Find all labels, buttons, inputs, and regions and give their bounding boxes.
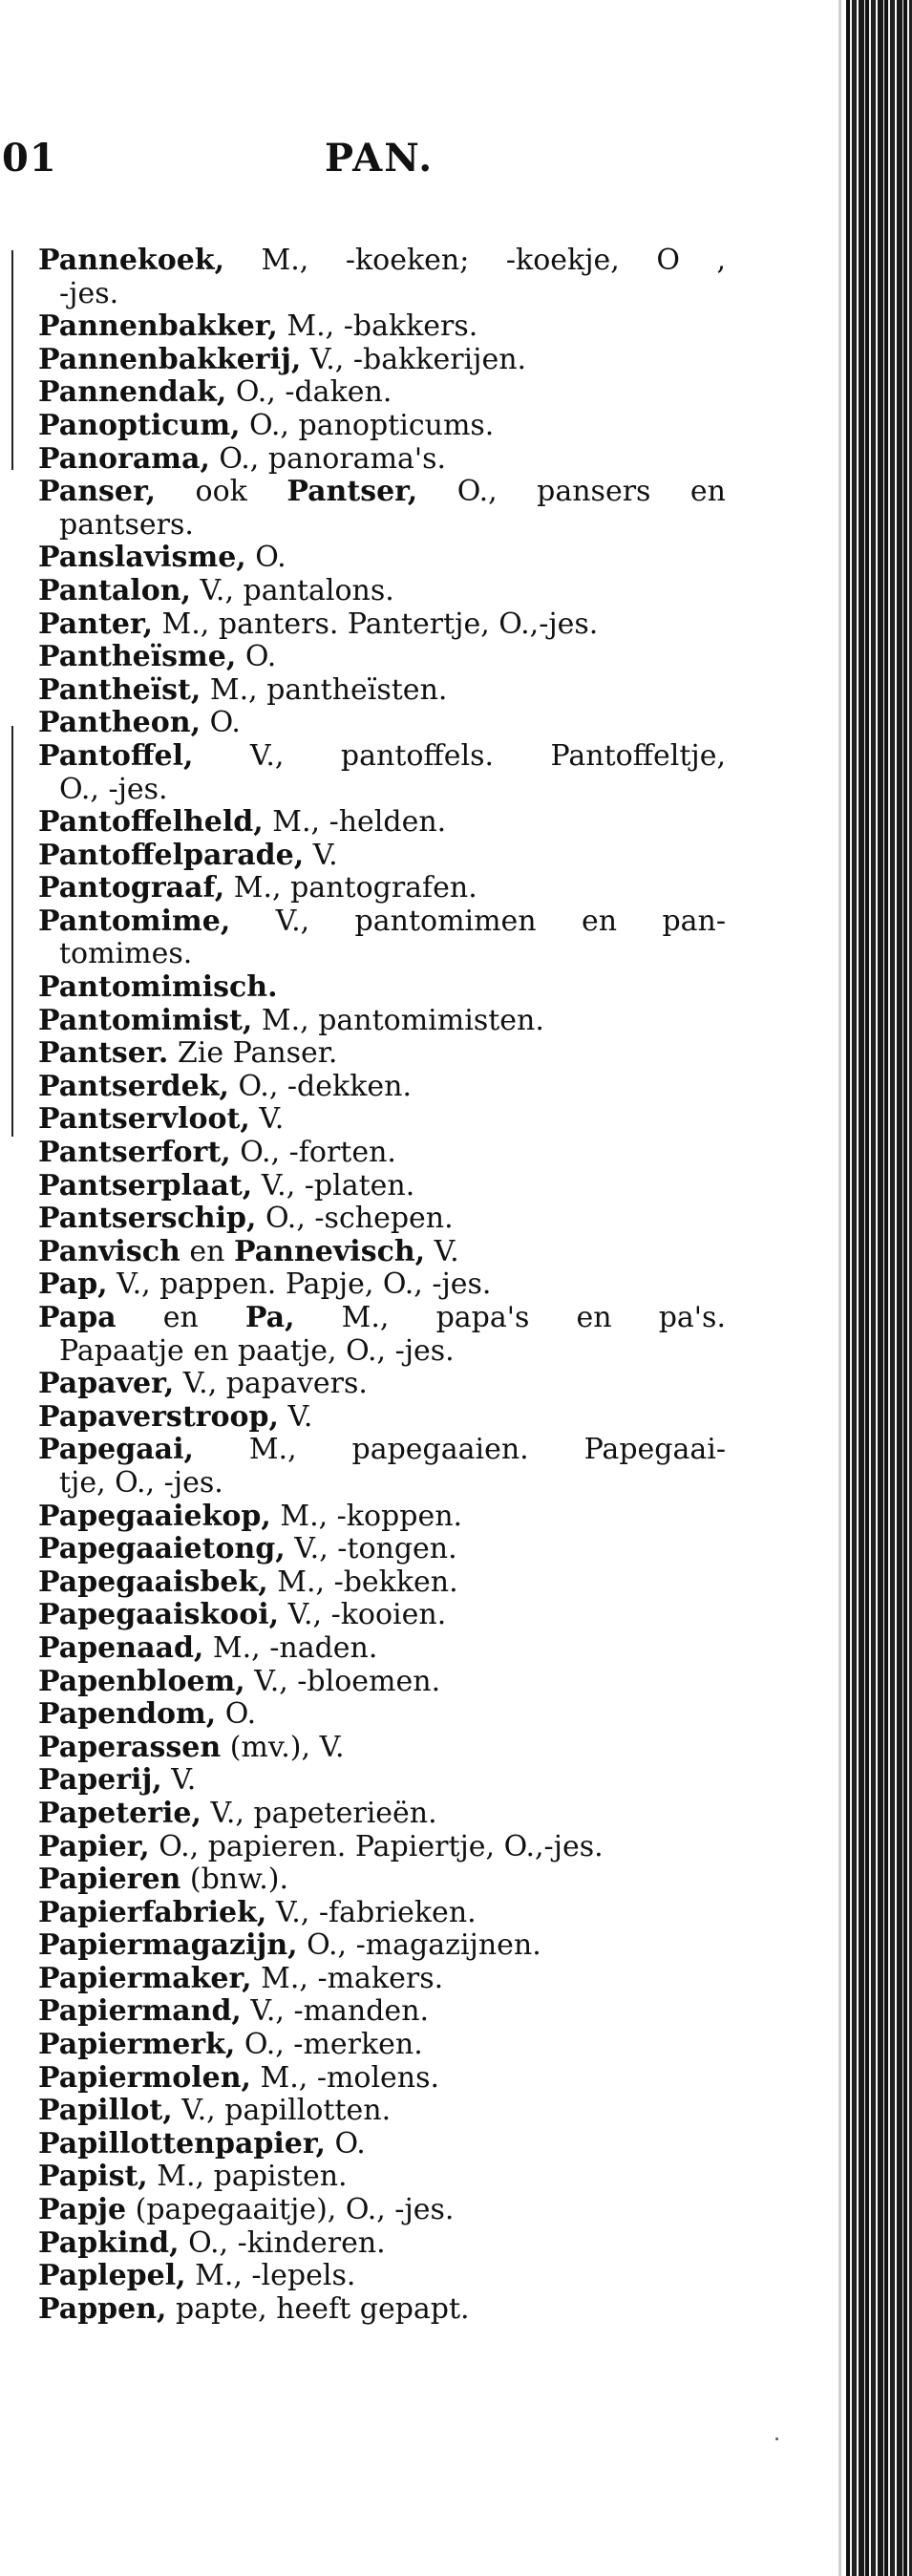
entry-line <box>38 443 726 477</box>
entry-line <box>38 872 726 905</box>
dictionary-entry <box>38 1203 726 1236</box>
definition-text: O. <box>201 706 241 740</box>
dictionary-entry <box>38 1732 726 1765</box>
headword: Panser, <box>38 475 157 509</box>
entry-line <box>38 2062 726 2096</box>
headword: Papegaaietong, <box>38 1532 286 1566</box>
definition-text: O. <box>216 1697 257 1732</box>
entry-line <box>38 1897 726 1930</box>
definition-text: O. <box>325 2126 366 2161</box>
dictionary-entry <box>38 1599 726 1632</box>
headword: Paperij, <box>38 1763 162 1798</box>
dictionary-entry <box>38 2227 726 2261</box>
dictionary-entry-list <box>38 245 726 2326</box>
dictionary-entry <box>38 905 726 971</box>
definition-text: papte, heeft gepapt. <box>166 2291 470 2326</box>
definition-text: V., papeterieën. <box>201 1796 437 1830</box>
entry-line <box>38 1732 726 1765</box>
definition-text: en <box>116 1301 245 1334</box>
definition-text: tje, O., -jes. <box>59 1465 223 1500</box>
entry-line <box>38 674 726 708</box>
headword: Panopticum, <box>38 408 241 442</box>
entry-line <box>38 641 726 674</box>
headword: Pantalon, <box>38 573 191 607</box>
dictionary-entry <box>38 1566 726 1600</box>
dictionary-entry <box>38 840 726 873</box>
headword: Papieren <box>38 1863 181 1897</box>
dictionary-entry <box>38 443 726 477</box>
definition-text: O., papieren. Papiertje, O.,-jes. <box>149 1829 604 1863</box>
dictionary-entry <box>38 740 726 806</box>
headword: Papenaad, <box>38 1630 204 1665</box>
entry-line <box>38 542 726 575</box>
definition-text: M., -helden. <box>263 805 447 840</box>
entry-line <box>38 575 726 608</box>
definition-text: V., papavers. <box>174 1367 368 1401</box>
definition-text: M., pantheïsten. <box>201 672 448 707</box>
entry-continuation-line <box>38 774 726 807</box>
definition-text: V. <box>161 1763 197 1798</box>
definition-text: ook <box>156 475 287 509</box>
dictionary-entry <box>38 806 726 840</box>
column-rule-middle <box>11 726 13 1137</box>
dictionary-entry <box>38 1666 726 1699</box>
definition-text: M., -koeken; -koekje, O , <box>224 244 726 277</box>
entry-line <box>38 1831 726 1864</box>
headword: Papillottenpapier, <box>38 2126 326 2161</box>
headword: Papiermagazijn, <box>38 1928 298 1963</box>
headword: Pannenbakker, <box>38 309 278 344</box>
headword: Pa, <box>244 1301 295 1334</box>
definition-text: M., pantografen. <box>224 871 477 905</box>
headword: Papenbloem, <box>38 1664 245 1698</box>
dictionary-entry <box>38 376 726 410</box>
entry-line <box>38 1268 726 1302</box>
dictionary-entry <box>38 1863 726 1897</box>
dictionary-entry <box>38 1533 726 1566</box>
dictionary-entry <box>38 1236 726 1269</box>
definition-text: (bnw.). <box>180 1863 289 1897</box>
entry-line <box>38 1401 726 1435</box>
headword: Papegaai, <box>38 1433 194 1467</box>
entry-line <box>38 2260 726 2293</box>
dictionary-entry <box>38 2161 726 2194</box>
dictionary-entry <box>38 1005 726 1038</box>
running-head: PAN. <box>325 136 435 181</box>
dictionary-entry <box>38 1434 726 1500</box>
definition-text: M., -lepels. <box>185 2259 356 2293</box>
headword: Papaver, <box>38 1367 175 1401</box>
entry-continuation-line <box>38 938 726 971</box>
headword: Pannevisch, <box>233 1234 426 1268</box>
entry-line <box>38 1632 726 1666</box>
headword: Pantserdek, <box>38 1069 229 1103</box>
headword: Panvisch <box>38 1234 180 1268</box>
headword: Papkind, <box>38 2225 180 2260</box>
dictionary-entry <box>38 608 726 642</box>
definition-text: O. <box>245 541 286 575</box>
headword: Pantser. <box>38 1036 169 1071</box>
headword: Pappen, <box>38 2291 167 2326</box>
entry-line <box>38 905 726 939</box>
headword: Panslavisme, <box>38 541 246 575</box>
definition-text: Zie Panser. <box>168 1036 338 1071</box>
headword: Panter, <box>38 607 154 641</box>
entry-line <box>38 2095 726 2128</box>
headword: Pantomime, <box>38 904 231 938</box>
dictionary-entry <box>38 1302 726 1368</box>
headword: Papaverstroop, <box>38 1399 279 1434</box>
headword: Papierfabriek, <box>38 1895 267 1929</box>
dictionary-entry <box>38 1764 726 1798</box>
entry-line <box>38 1071 726 1104</box>
headword: Papegaaisbek, <box>38 1565 268 1599</box>
definition-text: O., -schepen. <box>256 1202 454 1236</box>
definition-text: O., -merken. <box>235 2028 423 2062</box>
definition-text: M., papa's en pa's. <box>294 1301 726 1334</box>
dictionary-entry <box>38 575 726 608</box>
dictionary-entry <box>38 1137 726 1170</box>
entry-line <box>38 1103 726 1137</box>
definition-text: V., -platen. <box>252 1168 415 1203</box>
definition-text: V., pappen. Papje, O., -jes. <box>107 1267 492 1302</box>
scan-speck <box>775 2438 778 2440</box>
dictionary-entry <box>38 674 726 708</box>
headword: Papegaaiekop, <box>38 1499 271 1533</box>
dictionary-entry <box>38 1831 726 1864</box>
headword: Papillot, <box>38 2094 173 2128</box>
headword: Pantserplaat, <box>38 1168 253 1203</box>
dictionary-entry <box>38 476 726 542</box>
entry-line <box>38 1170 726 1203</box>
dictionary-entry <box>38 1929 726 1963</box>
headword: Papegaaiskooi, <box>38 1598 280 1632</box>
dictionary-entry <box>38 2260 726 2293</box>
definition-text: -jes. <box>59 276 119 310</box>
headword: Papeterie, <box>38 1796 201 1830</box>
entry-line <box>38 344 726 377</box>
dictionary-entry <box>38 1632 726 1666</box>
headword: Papiermolen, <box>38 2060 251 2095</box>
dictionary-entry <box>38 1401 726 1435</box>
definition-text: M., papisten. <box>147 2160 348 2194</box>
headword: Pannendak, <box>38 375 227 410</box>
entry-continuation-line <box>38 1467 726 1501</box>
headword: Papier, <box>38 1829 150 1863</box>
definition-text: V. <box>425 1234 459 1268</box>
definition-text: O., -jes. <box>59 772 168 806</box>
definition-text: V. <box>278 1399 313 1434</box>
headword: Paperassen <box>38 1730 222 1764</box>
entry-line <box>38 2194 726 2227</box>
entry-line <box>38 2161 726 2194</box>
definition-text: M., pantomimisten. <box>252 1003 544 1037</box>
headword: Paplepel, <box>38 2259 186 2293</box>
page-number: 01 <box>2 136 57 181</box>
entry-line <box>38 1566 726 1600</box>
headword: Pannekoek, <box>38 244 225 277</box>
dictionary-entry <box>38 971 726 1005</box>
definition-text: M., panters. Pantertje, O.,-jes. <box>153 607 599 641</box>
entry-continuation-line <box>38 509 726 543</box>
definition-text: V., -bakkerijen. <box>301 342 527 376</box>
headword: Pantoffel, <box>38 738 194 773</box>
headword: Pantomimisch. <box>38 970 278 1005</box>
entry-line <box>38 1533 726 1566</box>
entry-line <box>38 1203 726 1236</box>
dictionary-entry <box>38 344 726 377</box>
headword: Pannenbakkerij, <box>38 342 302 376</box>
entry-line <box>38 1764 726 1798</box>
headword: Pantheïsme, <box>38 640 237 674</box>
dictionary-entry <box>38 1698 726 1732</box>
dictionary-entry <box>38 1995 726 2029</box>
headword: Papa <box>38 1301 117 1334</box>
entry-line <box>38 608 726 642</box>
dictionary-entry <box>38 1897 726 1930</box>
entry-line <box>38 1929 726 1963</box>
entry-line <box>38 1005 726 1038</box>
book-spine <box>846 0 912 2576</box>
definition-text: pantsers. <box>59 507 194 542</box>
definition-text: (papegaaitje), O., -jes. <box>126 2193 455 2227</box>
definition-text: V., papillotten. <box>172 2094 392 2128</box>
definition-text: O., -magazijnen. <box>297 1928 541 1963</box>
headword: Pantservloot, <box>38 1102 250 1137</box>
entry-line <box>38 1963 726 1996</box>
dictionary-entry <box>38 2194 726 2227</box>
entry-line <box>38 740 726 774</box>
entry-line <box>38 1434 726 1467</box>
definition-text: V., pantalons. <box>190 573 394 607</box>
entry-line <box>38 1037 726 1071</box>
headword: Pap, <box>38 1267 108 1302</box>
dictionary-entry <box>38 1501 726 1534</box>
entry-line <box>38 707 726 740</box>
headword: Papiermerk, <box>38 2028 236 2062</box>
dictionary-entry <box>38 2095 726 2128</box>
headword: Pantserfort, <box>38 1136 231 1170</box>
entry-line <box>38 476 726 509</box>
entry-line <box>38 2128 726 2161</box>
headword: Pantheïst, <box>38 672 201 707</box>
entry-line <box>38 971 726 1005</box>
entry-line <box>38 840 726 873</box>
definition-text: (mv.), V. <box>221 1730 345 1764</box>
dictionary-entry <box>38 410 726 443</box>
dictionary-entry <box>38 2293 726 2327</box>
dictionary-entry <box>38 872 726 905</box>
entry-line <box>38 806 726 840</box>
definition-text: O., -daken. <box>226 375 392 410</box>
entry-line <box>38 310 726 344</box>
headword: Pantoffelparade, <box>38 838 305 872</box>
definition-text: M., -makers. <box>251 1961 444 1995</box>
entry-line <box>38 1798 726 1831</box>
entry-line <box>38 245 726 278</box>
dictionary-entry <box>38 1103 726 1137</box>
definition-text: O., panorama's. <box>209 441 447 476</box>
entry-line <box>38 1137 726 1170</box>
definition-text: M., -koppen. <box>270 1499 463 1533</box>
headword: Pantserschip, <box>38 1202 257 1236</box>
definition-text: O., -kinderen. <box>179 2225 386 2260</box>
entry-line <box>38 2227 726 2261</box>
entry-line <box>38 1995 726 2029</box>
headword: Panorama, <box>38 441 210 476</box>
definition-text: O., panopticums. <box>240 408 495 442</box>
definition-text: V., -fabrieken. <box>266 1895 477 1929</box>
definition-text: V. <box>304 838 338 872</box>
entry-line <box>38 1236 726 1269</box>
definition-text: Papaatje en paatje, O., -jes. <box>59 1333 455 1368</box>
headword: Papiermaker, <box>38 1961 252 1995</box>
dictionary-entry <box>38 1170 726 1203</box>
dictionary-entry <box>38 1071 726 1104</box>
definition-text: V. <box>249 1102 285 1137</box>
dictionary-entry <box>38 1368 726 1401</box>
dictionary-entry <box>38 2062 726 2096</box>
dictionary-entry <box>38 641 726 674</box>
definition-text: tomimes. <box>59 937 193 971</box>
book-spine-edge <box>838 0 841 2576</box>
definition-text: V., pantomimen en pan- <box>230 904 726 938</box>
definition-text: V., -kooien. <box>279 1598 447 1632</box>
headword: Pantograaf, <box>38 871 225 905</box>
definition-text: V., pantoffels. Pantoffeltje, <box>193 738 726 773</box>
entry-line <box>38 1599 726 1632</box>
column-rule-top <box>11 250 13 470</box>
dictionary-entry <box>38 1798 726 1831</box>
definition-text: V., -manden. <box>241 1994 430 2029</box>
entry-line <box>38 1698 726 1732</box>
definition-text: V., -bloemen. <box>244 1664 441 1698</box>
headword: Pantoffelheld, <box>38 805 264 840</box>
dictionary-entry <box>38 1268 726 1302</box>
definition-text: en <box>180 1234 234 1268</box>
entry-line <box>38 1863 726 1897</box>
entry-line <box>38 1666 726 1699</box>
definition-text: V., -tongen. <box>285 1532 457 1566</box>
entry-line <box>38 410 726 443</box>
dictionary-entry <box>38 1963 726 1996</box>
dictionary-entry <box>38 707 726 740</box>
dictionary-entry <box>38 542 726 575</box>
entry-line <box>38 1368 726 1401</box>
entry-line <box>38 376 726 410</box>
headword: Papiermand, <box>38 1994 242 2029</box>
definition-text: M., -molens. <box>250 2060 440 2095</box>
entry-line <box>38 1302 726 1335</box>
definition-text: M., papegaaien. Papegaai- <box>193 1433 726 1467</box>
entry-continuation-line <box>38 278 726 311</box>
headword: Pantheon, <box>38 706 201 740</box>
headword: Papist, <box>38 2160 148 2194</box>
definition-text: O., -forten. <box>230 1136 396 1170</box>
entry-line <box>38 1501 726 1534</box>
headword: Pantser, <box>286 475 418 509</box>
definition-text: O., -dekken. <box>228 1069 412 1103</box>
dictionary-entry <box>38 2128 726 2161</box>
dictionary-entry <box>38 310 726 344</box>
definition-text: M., -bakkers. <box>277 309 478 344</box>
definition-text: M., -bekken. <box>267 1565 458 1599</box>
entry-line <box>38 2293 726 2327</box>
entry-continuation-line <box>38 1335 726 1369</box>
dictionary-entry <box>38 245 726 310</box>
headword: Pantomimist, <box>38 1003 253 1037</box>
definition-text: O. <box>236 640 277 674</box>
definition-text: O., pansers en <box>417 475 727 509</box>
entry-line <box>38 2029 726 2062</box>
headword: Papje <box>38 2193 127 2227</box>
headword: Papendom, <box>38 1697 217 1732</box>
dictionary-entry <box>38 1037 726 1071</box>
definition-text: M., -naden. <box>203 1630 378 1665</box>
dictionary-entry <box>38 2029 726 2062</box>
